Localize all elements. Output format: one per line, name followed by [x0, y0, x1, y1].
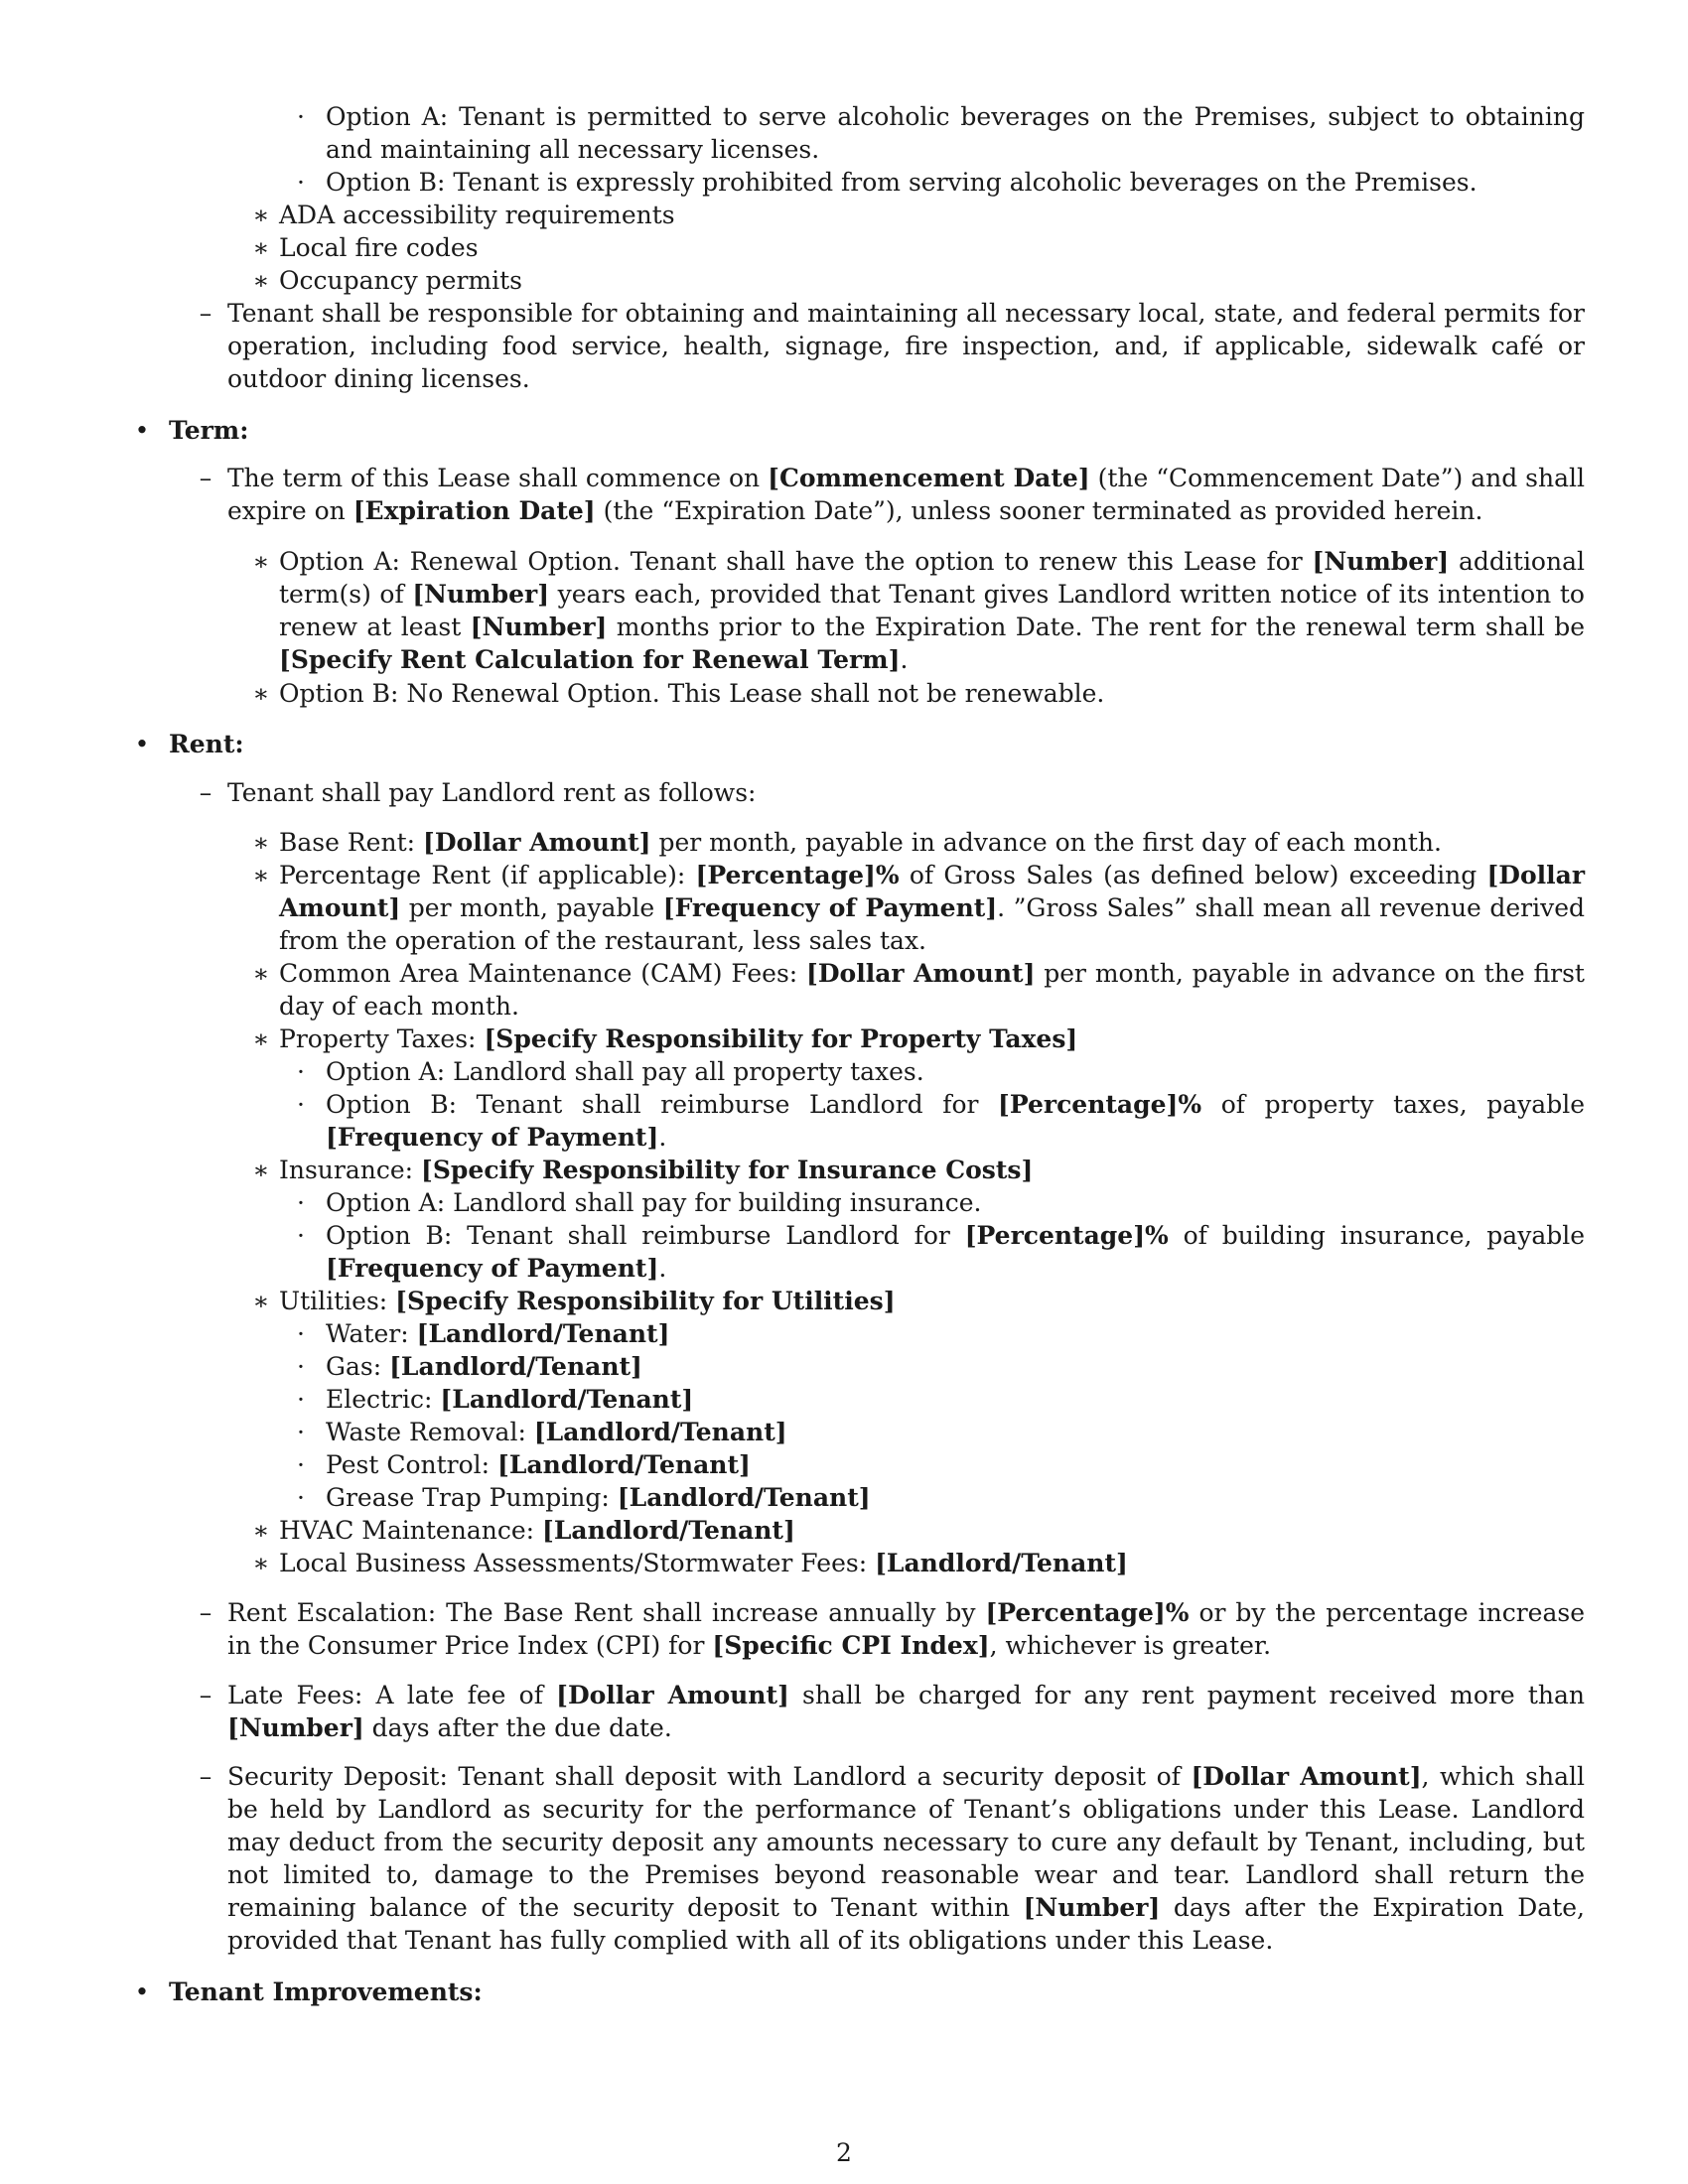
insurance: Insurance: [Specify Responsibility for Insurance Costs] [279, 1156, 1034, 1184]
level2-marker: – [199, 1598, 212, 1627]
level2-marker: – [199, 299, 212, 328]
level3-marker: ∗ [252, 1549, 270, 1577]
local-assessments: Local Business Assessments/Stormwater Fees: [Landlord/Tenant] [279, 1549, 1128, 1577]
level3-marker: ∗ [252, 861, 270, 889]
level3-marker: ∗ [252, 679, 270, 708]
renewal-option-b: Option B: No Renewal Option. This Lease shall not be renewable. [279, 679, 1105, 708]
level4-marker: · [297, 1221, 305, 1250]
rent-intro: Tenant shall pay Landlord rent as follows: [227, 778, 757, 807]
level4-marker: · [297, 102, 305, 131]
level4-marker: · [297, 1450, 305, 1479]
utility-item: Electric: [Landlord/Tenant] [326, 1385, 694, 1414]
level2-marker: – [199, 778, 212, 807]
level3-marker: ∗ [252, 266, 270, 295]
level3-marker: ∗ [252, 547, 270, 576]
level4-marker: · [297, 1418, 305, 1446]
commencement-date-placeholder: [Commencement Date] [768, 464, 1090, 492]
level3-marker: ∗ [252, 201, 270, 229]
level4-marker: · [297, 1319, 305, 1348]
level3-marker: ∗ [252, 828, 270, 857]
bullet: • [134, 1978, 150, 2006]
expiration-date-placeholder: [Expiration Date] [352, 496, 596, 525]
bullet: • [134, 416, 150, 445]
level2-marker: – [199, 464, 212, 492]
hvac-maintenance: HVAC Maintenance: [Landlord/Tenant] [279, 1516, 795, 1545]
utility-item: Pest Control: [Landlord/Tenant] [326, 1450, 751, 1479]
compliance-item: Local fire codes [279, 233, 479, 262]
insurance-option-b: Option B: Tenant shall reimburse Landlord for [Percentage]% of building insurance, payable [Frequency of Payment]. [326, 1221, 1586, 1283]
rent-escalation: Rent Escalation: The Base Rent shall increase annually by [Percentage]% or by the percentage increase in the Consumer Price Index (CPI) for [Specific CPI Index], whichever is greater. [227, 1598, 1585, 1660]
level4-marker: · [297, 1385, 305, 1414]
utility-item: Grease Trap Pumping: [Landlord/Tenant] [326, 1483, 871, 1512]
cam-fees: Common Area Maintenance (CAM) Fees: [Dollar Amount] per month, payable in advance on the first day of each month. [279, 959, 1585, 1021]
level4-marker: · [297, 1090, 305, 1119]
level4-marker: · [297, 168, 305, 197]
alcohol-option-b: Option B: Tenant is expressly prohibited from serving alcoholic beverages on the Premises. [326, 168, 1477, 197]
late-fees: Late Fees: A late fee of [Dollar Amount] shall be charged for any rent payment received more than [Number] days after the due date. [227, 1681, 1585, 1742]
level2-marker: – [199, 1681, 212, 1709]
level4-marker: · [297, 1057, 305, 1086]
insurance-option-a: Option A: Landlord shall pay for building insurance. [326, 1188, 982, 1217]
permits-paragraph: Tenant shall be responsible for obtaining and maintaining all necessary local, state, and federal permits for operation, including food service, health, signage, fire inspection, and, if applicable, sidewalk café or outdoor dining licenses. [227, 299, 1585, 393]
term-heading: Term: [169, 416, 249, 445]
property-taxes: Property Taxes: [Specify Responsibility for Property Taxes] [279, 1024, 1078, 1053]
bullet: • [134, 730, 150, 758]
percentage-rent: Percentage Rent (if applicable): [Percentage]% of Gross Sales (as defined below) exceeding [Dollar Amount] per month, payable [Frequency of Payment]. ”Gross Sales” shall mean all revenue derived from the operation of the restaurant, less sales tax. [279, 861, 1586, 955]
level3-marker: ∗ [252, 1516, 270, 1545]
level3-marker: ∗ [252, 233, 270, 262]
utilities: Utilities: [Specify Responsibility for Utilities] [279, 1287, 896, 1315]
level4-marker: · [297, 1352, 305, 1381]
level3-marker: ∗ [252, 1024, 270, 1053]
tax-option-b: Option B: Tenant shall reimburse Landlord for [Percentage]% of property taxes, payable [Frequency of Payment]. [326, 1090, 1586, 1152]
compliance-item: ADA accessibility requirements [279, 201, 675, 229]
rent-heading: Rent: [169, 730, 244, 758]
level2-marker: – [199, 1762, 212, 1791]
level3-marker: ∗ [252, 959, 270, 988]
page-number: 2 [836, 2138, 852, 2167]
alcohol-option-a: Option A: Tenant is permitted to serve alcoholic beverages on the Premises, subject to obtaining and maintaining all necessary licenses. [326, 102, 1585, 164]
level4-marker: · [297, 1483, 305, 1512]
tenant-improvements-heading: Tenant Improvements: [169, 1978, 483, 2006]
utility-item: Water: [Landlord/Tenant] [326, 1319, 670, 1348]
term-paragraph: The term of this Lease shall commence on [Commencement Date] (the “Commencement Date”) and shall expire on [Expiration Date] (the “Expiration Date”), unless sooner terminated as provided herein. [227, 464, 1585, 525]
security-deposit: Security Deposit: Tenant shall deposit with Landlord a security deposit of [Dollar Amount], which shall be held by Landlord as security for the performance of Tenant’s obligations under this Lease. Landlord may deduct from the security deposit any amounts necessary to cure any default by Tenant, including, but not limited to, damage to the Premises beyond reasonable wear and tear. Landlord shall return the remaining balance of the security deposit to Tenant within [Number] days after the Expiration Date, provided that Tenant has fully complied with all of its obligations under this Lease. [227, 1762, 1585, 1955]
utility-item: Waste Removal: [Landlord/Tenant] [326, 1418, 787, 1446]
level3-marker: ∗ [252, 1156, 270, 1184]
level3-marker: ∗ [252, 1287, 270, 1315]
renewal-option-a: Option A: Renewal Option. Tenant shall have the option to renew this Lease for [Number] additional term(s) of [Number] years each, provided that Tenant gives Landlord written notice of its intention to renew at least [Number] months prior to the Expiration Date. The rent for the renewal term shall be [Specify Rent Calculation for Renewal Term]. [279, 547, 1585, 674]
base-rent: Base Rent: [Dollar Amount] per month, payable in advance on the first day of each month. [279, 828, 1442, 857]
tax-option-a: Option A: Landlord shall pay all property taxes. [326, 1057, 924, 1086]
compliance-item: Occupancy permits [279, 266, 523, 295]
level4-marker: · [297, 1188, 305, 1217]
utility-item: Gas: [Landlord/Tenant] [326, 1352, 642, 1381]
